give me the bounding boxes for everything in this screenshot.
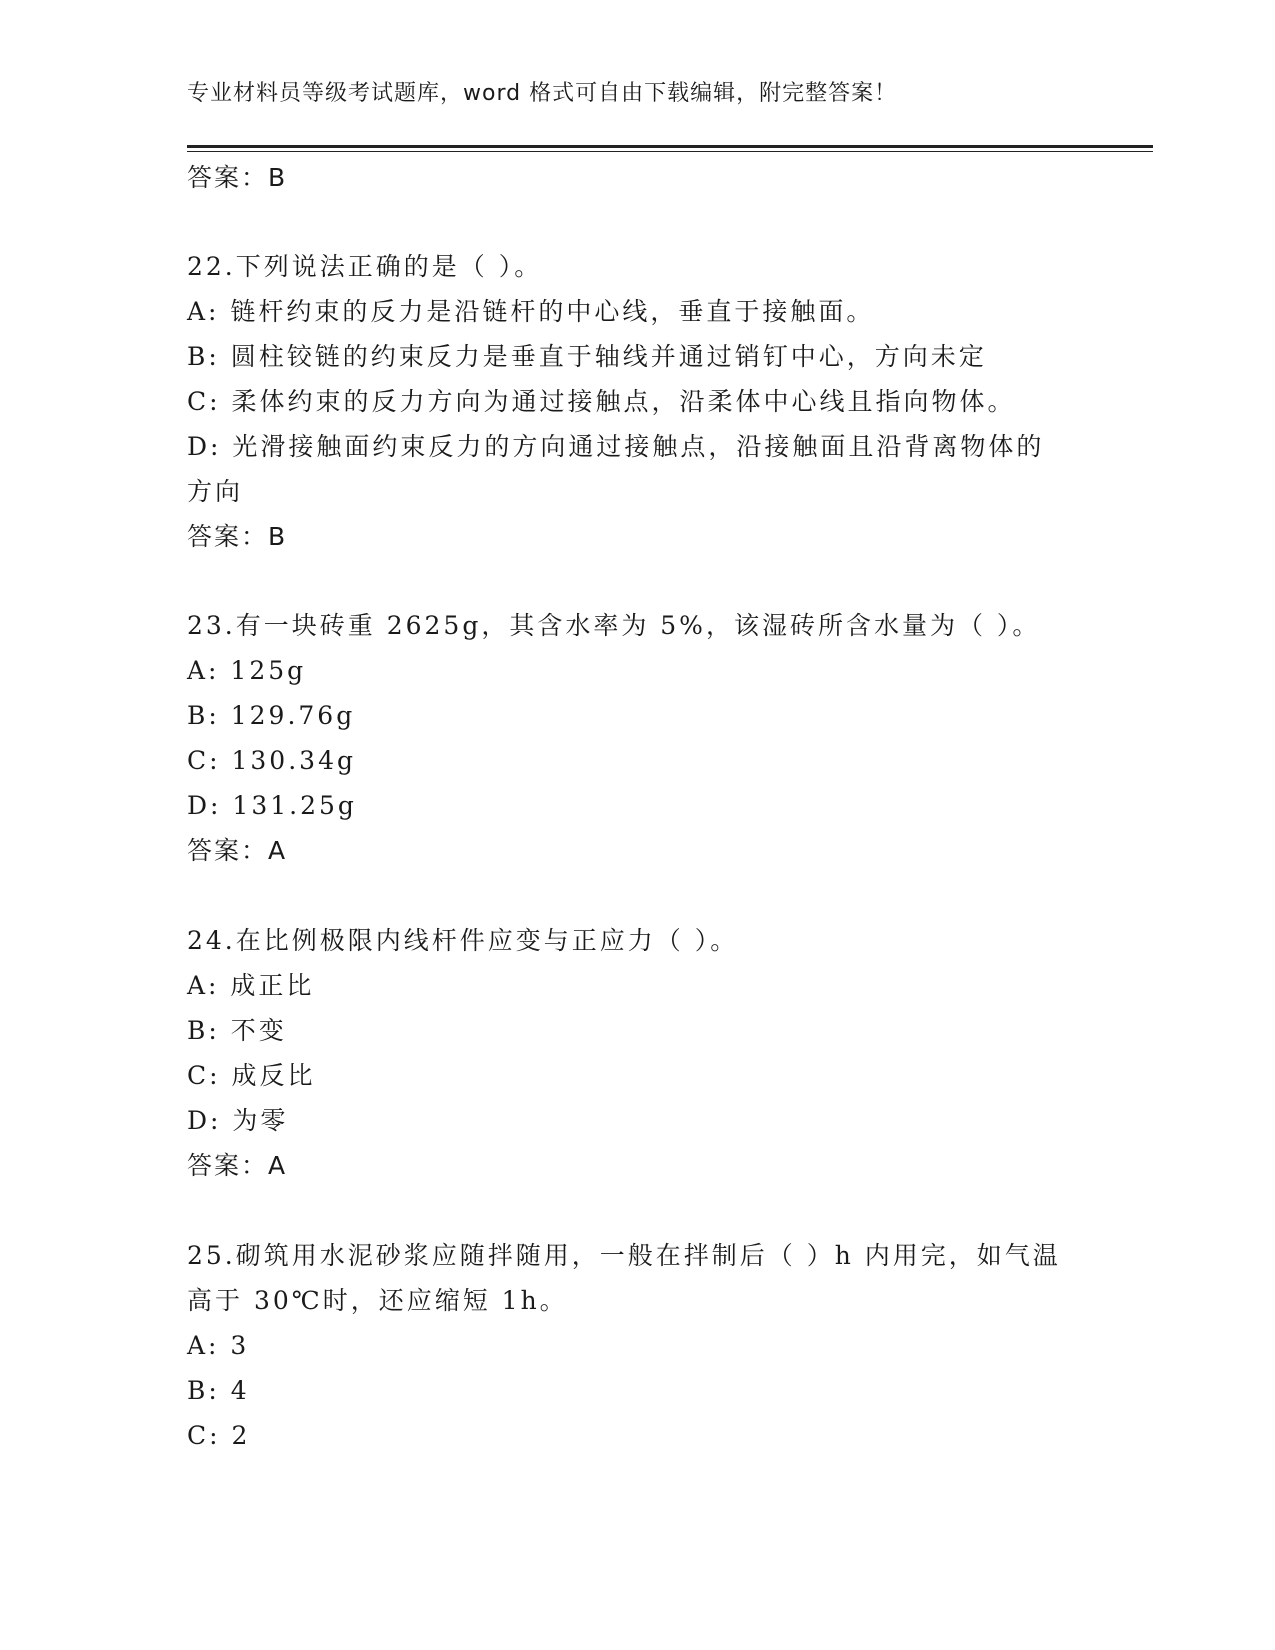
question-25-option-c: C: 2 (187, 1421, 251, 1450)
question-24-option-a: A: 成正比 (187, 971, 315, 1000)
question-22-option-d-cont: 方向 (187, 477, 244, 506)
question-22-option-c: C: 柔体约束的反力方向为通过接触点，沿柔体中心线且指向物体。 (187, 387, 1016, 416)
question-24-option-b: B: 不变 (187, 1016, 287, 1045)
header-rule-thin (187, 151, 1153, 152)
question-23-option-d: D: 131.25g (187, 791, 357, 820)
question-22-answer: 答案：B (187, 522, 288, 551)
prev-answer: 答案：B (187, 163, 288, 192)
question-23-option-b: B: 129.76g (187, 701, 356, 730)
question-22-option-a: A: 链杆约束的反力是沿链杆的中心线，垂直于接触面。 (187, 297, 875, 326)
question-23-option-c: C: 130.34g (187, 746, 356, 775)
question-24-option-d: D: 为零 (187, 1106, 289, 1135)
question-25-stem-cont: 高于 30℃时，还应缩短 1h。 (187, 1286, 568, 1315)
question-23-answer: 答案：A (187, 836, 288, 865)
question-24-answer: 答案：A (187, 1151, 288, 1180)
header-rule (187, 145, 1153, 148)
question-22-stem: 22.下列说法正确的是（ ）。 (187, 252, 543, 281)
question-25-option-b: B: 4 (187, 1376, 250, 1405)
page-header: 专业材料员等级考试题库，word 格式可自由下载编辑，附完整答案！ (187, 81, 898, 106)
question-24-stem: 24.在比例极限内线杆件应变与正应力（ ）。 (187, 926, 739, 955)
question-25-stem: 25.砌筑用水泥砂浆应随拌随用，一般在拌制后（ ）h 内用完，如气温 (187, 1241, 1061, 1270)
question-25-option-a: A: 3 (187, 1331, 250, 1360)
question-24-option-c: C: 成反比 (187, 1061, 316, 1090)
question-22-option-b: B: 圆柱铰链的约束反力是垂直于轴线并通过销钉中心，方向未定 (187, 342, 987, 371)
question-23-stem: 23.有一块砖重 2625g，其含水率为 5%，该湿砖所含水量为（ ）。 (187, 611, 1041, 640)
question-23-option-a: A: 125g (187, 656, 307, 685)
question-22-option-d: D: 光滑接触面约束反力的方向通过接触点，沿接触面且沿背离物体的 (187, 432, 1045, 461)
